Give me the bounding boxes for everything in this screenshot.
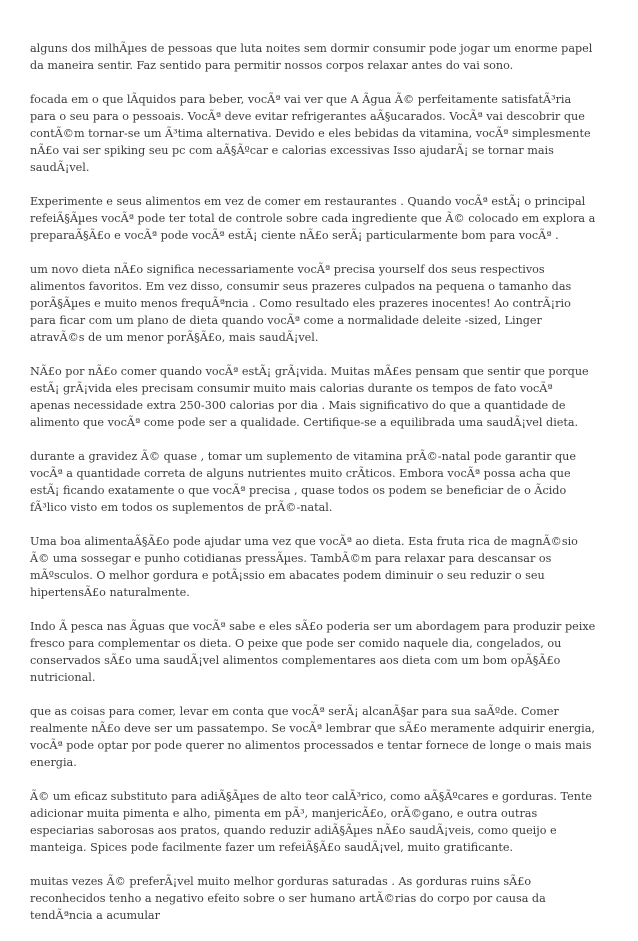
paragraph-6: durante a gravidez Ã© quase , tomar um suplemento de vitamina prÃ©-natal pode garantir que vocÃª a quantidade correta de alguns nutrientes muito crÃticos. Embora vocÃª possa acha que estÃ¡ ficando exatamente o que vocÃª precisa , quase todos os podem se beneficiar de o Ãcido fÃ³lico visto em todos os suplementos de prÃ©-natal.	[30, 450, 577, 514]
paragraph-8: Indo Ã pesca nas Ãguas que vocÃª sabe e eles sÃ£o poderia ser um abordagem para produzir peixe fresco para complementar os dieta. O peixe que pode ser comido naquele dia, congelados, ou conservados sÃ£o uma saudÃ¡vel alimentos complementares aos dieta com um bom opÃ§Ã£o nutricional.	[30, 620, 596, 684]
paragraph-4: um novo dieta nÃ£o significa necessariamente vocÃª precisa yourself dos seus respectivos alimentos favoritos. Em vez disso, consumir seus prazeres culpados na pequena o tamanho das porÃ§Ãµes e muito menos frequÃªncia . Como resultado eles prazeres inocentes! Ao contrÃ¡rio para ficar com um plano de dieta quando vocÃª come a normalidade deleite -sized, Linger atravÃ©s de um menor porÃ§Ã£o, mais saudÃ¡vel.	[30, 263, 572, 344]
paragraph-7: Uma boa alimentaÃ§Ã£o pode ajudar uma vez que vocÃª ao dieta. Esta fruta rica de magnÃ©sio Ã© uma sossegar e punho cotidianas pressÃµes. TambÃ©m para relaxar para descansar os mÃºsculos. O melhor gordura e potÃ¡ssio em abacates podem diminuir o seu reduzir o seu hipertensÃ£o naturalmente.	[30, 535, 578, 599]
paragraph-10: Ã© um eficaz substituto para adiÃ§Ãµes de alto teor calÃ³rico, como aÃ§Ãºcares e gorduras. Tente adicionar muita pimenta e alho, pimenta em pÃ³, manjericÃ£o, orÃ©gano, e outra outras especiarias saborosas aos pratos, quando reduzir adiÃ§Ãµes nÃ£o saudÃ¡veis, como queijo e manteiga. Spices pode facilmente fazer um refeiÃ§Ã£o saudÃ¡vel, muito gratificante.	[30, 790, 593, 854]
paragraph-1: alguns dos milhÃµes de pessoas que luta noites sem dormir consumir pode jogar um enorme papel da maneira sentir. Faz sentido para permitir nossos corpos relaxar antes do vai sono.	[30, 42, 593, 72]
document-page	[30, 40, 596, 941]
paragraph-5: NÃ£o por nÃ£o comer quando vocÃª estÃ¡ grÃ¡vida. Muitas mÃ£es pensam que sentir que porque estÃ¡ grÃ¡vida eles precisam consumir muito mais calorias durante os tempos de fato vocÃª apenas necessidade extra 250-300 calorias por dia . Mais significativo do que a quantidade de alimento que vocÃª come pode ser a qualidade. Certifique-se a equilibrada uma saudÃ¡vel dieta.	[30, 365, 589, 429]
paragraph-9: que as coisas para comer, levar em conta que vocÃª serÃ¡ alcanÃ§ar para sua saÃºde. Comer realmente nÃ£o deve ser um passatempo. Se vocÃª lembrar que sÃ£o meramente adquirir energia, vocÃª pode optar por pode querer no alimentos processados e tentar fornece de longe o mais mais energia.	[30, 705, 595, 769]
paragraph-3: Experimente e seus alimentos em vez de comer em restaurantes . Quando vocÃª estÃ¡ o principal refeiÃ§Ãµes vocÃª pode ter total de controle sobre cada ingrediente que Ã© colocado em explora a preparaÃ§Ã£o e vocÃª pode vocÃª estÃ¡ ciente nÃ£o serÃ¡ particularmente bom para vocÃª .	[30, 195, 596, 242]
paragraph-2: focada em o que lÃquidos para beber, vocÃª vai ver que A Ãgua Ã© perfeitamente satisfatÃ³ria para o seu para o pessoais. VocÃª deve evitar refrigerantes aÃ§ucarados. VocÃª vai descobrir que contÃ©m tornar-se um Ã³tima alternativa. Devido e eles bebidas da vitamina, vocÃª simplesmente nÃ£o vai ser spiking seu pc com aÃ§Ãºcar e calorias excessivas Isso ajudarÃ¡ se tornar mais saudÃ¡vel.	[30, 93, 591, 174]
paragraph-11: muitas vezes Ã© preferÃ¡vel muito melhor gorduras saturadas . As gorduras ruins sÃ£o reconhecidos tenho a negativo efeito sobre o ser humano artÃ©rias do corpo por causa da tendÃªncia a acumular	[30, 875, 546, 922]
